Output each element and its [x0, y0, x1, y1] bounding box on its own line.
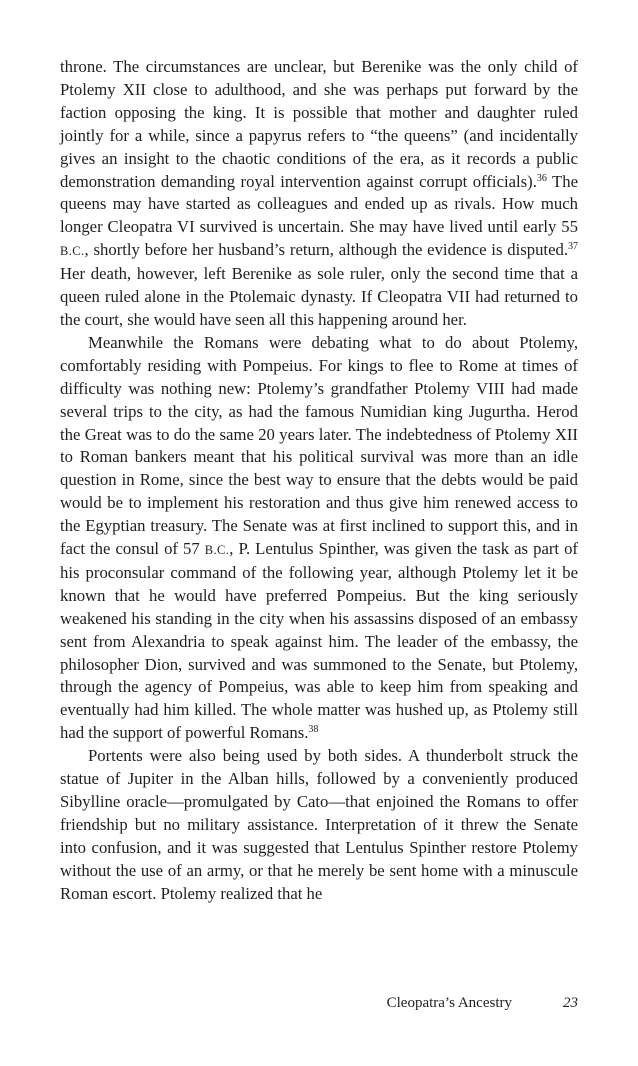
page-number: 23: [563, 995, 578, 1011]
text-run: throne. The circumstances are unclear, but Berenike was the only child of Ptolemy XII close to adulthood, and she was perhaps put forward by the faction opposing the king. It is possible that mother and daughter ruled jointly for a while, since a papyrus refers to “the queens” (and incidentally gives an insight to the chaotic conditions of the era, as it records a public demonstration demanding royal intervention against corrupt officials).: [60, 57, 578, 191]
text-run: , P. Lentulus Spinther, was given the task as part of his proconsular command of the following year, although Ptolemy let it be known that he would have preferred Pompeius. But the king seriously weakened his standing in the city when his assassins disposed of an embassy sent from Alexandria to speak against him. The leader of the embassy, the philosopher Dion, survived and was summoned to the Senate, but Ptolemy, through the agency of Pompeius, was able to keep him from speaking and eventually had him killed. The whole matter was hushed up, as Ptolemy still had the support of powerful Romans.: [60, 539, 578, 743]
footnote-ref: 36: [536, 172, 547, 184]
paragraph-3: [60, 745, 578, 905]
text-run: Meanwhile the Romans were debating what to do about Ptolemy, comfortably residing with Pompeius. For kings to flee to Rome at times of difficulty was nothing new: Ptolemy’s grandfather Ptolemy VIII had made several trips to the city, as had the famous Numidian king Jugurtha. Herod the Great was to do the same 20 years later. The indebtedness of Ptolemy XII to Roman bankers meant that his political survival was more than an idle question in Rome, since the best way to ensure that the debts would be paid would be to implement his restoration and thus give him renewed access to the Egyptian treasury. The Senate was at first inclined to support this, and in fact the consul of 57: [60, 332, 578, 559]
running-head: Cleopatra’s Ancestry: [386, 995, 512, 1011]
text-run: The queens may have started as colleagues and ended up as rivals. How much longer Cleopatra VI survived is uncertain. She may have lived until early 55: [60, 171, 578, 237]
era-abbreviation: B.C.: [60, 244, 85, 259]
paragraph-2: [60, 332, 578, 745]
footnote-ref: 38: [308, 724, 319, 736]
text-run: Portents were also being used by both sides. A thunderbolt struck the statue of Jupiter in the Alban hills, followed by a conveniently produced Sibylline oracle—promulgated by Cato—that enjoined the Romans to offer friendship but no military assistance. Interpretation of it threw the Senate into confusion, and it was suggested that Lentulus Spinther restore Ptolemy without the use of an army, or that he merely be sent home with a minuscule Roman escort. Ptolemy realized that he: [60, 746, 578, 903]
footnote-ref: 37: [568, 241, 578, 253]
body-text: [60, 56, 578, 906]
text-run: , shortly before her husband’s return, although the evidence is disputed.: [84, 240, 568, 260]
page-footer: [60, 995, 578, 1017]
paragraph-1: [60, 56, 578, 332]
era-abbreviation: B.C.: [204, 543, 230, 558]
text-run: Her death, however, left Berenike as sole ruler, only the second time that a queen ruled alone in the Ptolemaic dynasty. If Cleopatra VII had returned to the court, she would have seen all this happening around her.: [60, 264, 578, 329]
